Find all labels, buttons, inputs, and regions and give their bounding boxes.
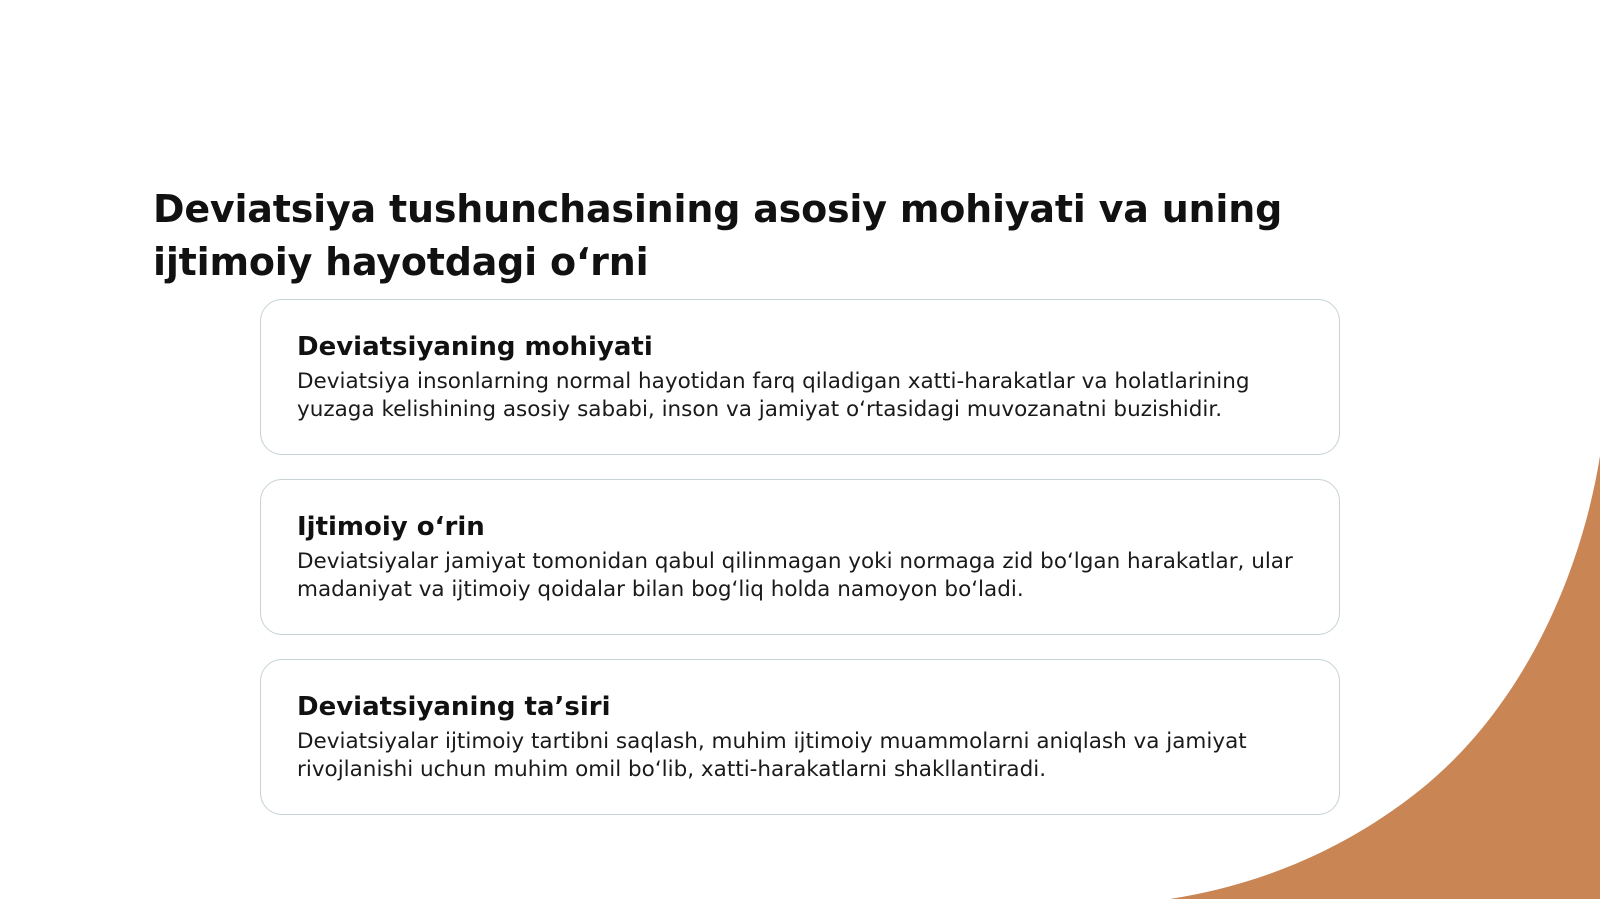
card-text: Deviatsiyalar jamiyat tomonidan qabul qilinmagan yoki normaga zid bo‘lgan harakatlar, ular madaniyat va ijtimoiy qoidalar bilan bog‘liq holda namoyon bo‘ladi. <box>297 549 1293 602</box>
card-ijtimoiy-orin <box>260 479 1340 635</box>
slide-title: Deviatsiya tushunchasining asosiy mohiyati va uning ijtimoiy hayotdagi o‘rni <box>153 187 1283 284</box>
card-list <box>260 299 1340 839</box>
card-text: Deviatsiyalar ijtimoiy tartibni saqlash, muhim ijtimoiy muammolarni aniqlash va jamiyat rivojlanishi uchun muhim omil bo‘lib, xatti-harakatlarni shakllantiradi. <box>297 729 1247 782</box>
card-heading: Ijtimoiy o‘rin <box>297 512 485 542</box>
card-heading: Deviatsiyaning mohiyati <box>297 332 653 362</box>
card-mohiyat <box>260 299 1340 455</box>
card-tasiri <box>260 659 1340 815</box>
card-heading: Deviatsiyaning ta’siri <box>297 692 611 722</box>
card-text: Deviatsiya insonlarning normal hayotidan farq qiladigan xatti-harakatlar va holatlarining yuzaga kelishining asosiy sababi, inson va jamiyat o‘rtasidagi muvozanatni buzishidir. <box>297 369 1250 422</box>
